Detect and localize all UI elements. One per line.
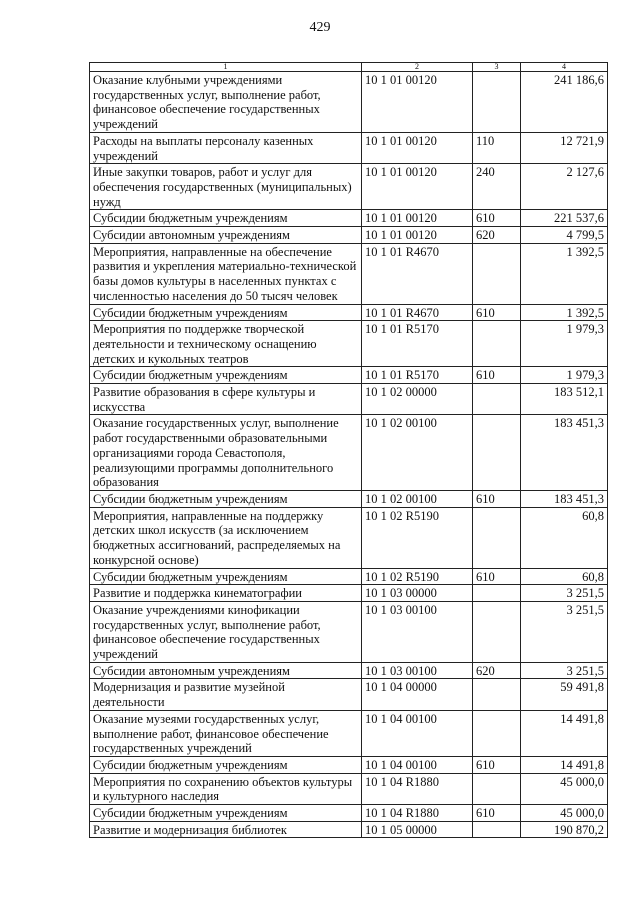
row-name: Оказание клубными учреждениями государственных услуг, выполнение работ, финансовое обеспечение государственных учреждений (90, 72, 362, 133)
page-number: 429 (309, 20, 331, 35)
row-amount: 1 392,5 (521, 243, 608, 304)
row-amount: 4 799,5 (521, 227, 608, 244)
row-amount: 45 000,0 (521, 773, 608, 804)
row-name: Субсидии бюджетным учреждениям (90, 805, 362, 822)
row-expense-type: 620 (473, 227, 521, 244)
row-expense-type (473, 507, 521, 568)
row-expense-type (473, 585, 521, 602)
row-expense-type (473, 679, 521, 710)
row-name: Субсидии бюджетным учреждениям (90, 210, 362, 227)
table-row (90, 321, 608, 367)
row-name: Развитие и поддержка кинематографии (90, 585, 362, 602)
table-row (90, 384, 608, 415)
row-name: Мероприятия по сохранению объектов культуры и культурного наследия (90, 773, 362, 804)
row-amount: 45 000,0 (521, 805, 608, 822)
table-row (90, 507, 608, 568)
row-code: 10 1 01 00120 (362, 132, 473, 163)
column-number: 4 (521, 63, 608, 72)
row-code: 10 1 01 R4670 (362, 304, 473, 321)
row-code: 10 1 03 00100 (362, 662, 473, 679)
row-expense-type: 610 (473, 367, 521, 384)
row-code: 10 1 02 R5190 (362, 507, 473, 568)
row-amount: 3 251,5 (521, 585, 608, 602)
row-code: 10 1 02 R5190 (362, 568, 473, 585)
budget-table (89, 62, 608, 838)
row-code: 10 1 04 00100 (362, 756, 473, 773)
row-expense-type: 240 (473, 164, 521, 210)
row-code: 10 1 03 00100 (362, 601, 473, 662)
table-row (90, 601, 608, 662)
table-row (90, 710, 608, 756)
row-expense-type (473, 384, 521, 415)
row-expense-type: 620 (473, 662, 521, 679)
row-expense-type: 610 (473, 490, 521, 507)
column-number: 3 (473, 63, 521, 72)
row-name: Субсидии бюджетным учреждениям (90, 756, 362, 773)
row-amount: 1 979,3 (521, 321, 608, 367)
row-expense-type: 110 (473, 132, 521, 163)
row-code: 10 1 02 00100 (362, 490, 473, 507)
row-amount: 241 186,6 (521, 72, 608, 133)
table-row (90, 243, 608, 304)
row-name: Субсидии бюджетным учреждениям (90, 367, 362, 384)
table-row (90, 72, 608, 133)
table-row (90, 662, 608, 679)
row-code: 10 1 04 00000 (362, 679, 473, 710)
row-amount: 1 979,3 (521, 367, 608, 384)
row-expense-type: 610 (473, 756, 521, 773)
table-row (90, 415, 608, 491)
row-code: 10 1 02 00000 (362, 384, 473, 415)
row-name: Развитие и модернизация библиотек (90, 821, 362, 838)
row-name: Иные закупки товаров, работ и услуг для обеспечения государственных (муниципальных) нужд (90, 164, 362, 210)
row-code: 10 1 04 00100 (362, 710, 473, 756)
row-amount: 2 127,6 (521, 164, 608, 210)
row-name: Расходы на выплаты персоналу казенных учреждений (90, 132, 362, 163)
row-expense-type (473, 773, 521, 804)
row-amount: 14 491,8 (521, 710, 608, 756)
row-expense-type (473, 72, 521, 133)
row-expense-type (473, 243, 521, 304)
row-code: 10 1 03 00000 (362, 585, 473, 602)
row-amount: 221 537,6 (521, 210, 608, 227)
row-name: Мероприятия, направленные на поддержку детских школ искусств (за исключением бюджетных ассигнований, распределяемых на конкурсной основе) (90, 507, 362, 568)
row-name: Модернизация и развитие музейной деятельности (90, 679, 362, 710)
table-row (90, 227, 608, 244)
row-code: 10 1 01 R5170 (362, 367, 473, 384)
row-name: Оказание учреждениями кинофикации государственных услуг, выполнение работ, финансовое обеспечение государственных учреждений (90, 601, 362, 662)
column-number: 1 (90, 63, 362, 72)
row-name: Мероприятия по поддержке творческой деятельности и техническому оснащению детских и кукольных театров (90, 321, 362, 367)
row-code: 10 1 04 R1880 (362, 805, 473, 822)
row-expense-type: 610 (473, 304, 521, 321)
row-code: 10 1 05 00000 (362, 821, 473, 838)
row-name: Субсидии бюджетным учреждениям (90, 568, 362, 585)
table-row (90, 568, 608, 585)
row-name: Субсидии автономным учреждениям (90, 662, 362, 679)
table-row (90, 132, 608, 163)
row-code: 10 1 04 R1880 (362, 773, 473, 804)
row-amount: 59 491,8 (521, 679, 608, 710)
row-code: 10 1 02 00100 (362, 415, 473, 491)
row-expense-type: 610 (473, 805, 521, 822)
row-name: Субсидии автономным учреждениям (90, 227, 362, 244)
row-amount: 1 392,5 (521, 304, 608, 321)
row-amount: 60,8 (521, 568, 608, 585)
row-code: 10 1 01 00120 (362, 164, 473, 210)
table-row (90, 210, 608, 227)
row-expense-type (473, 415, 521, 491)
row-amount: 183 512,1 (521, 384, 608, 415)
row-expense-type (473, 601, 521, 662)
budget-table-body (90, 63, 608, 838)
row-amount: 60,8 (521, 507, 608, 568)
row-name: Субсидии бюджетным учреждениям (90, 490, 362, 507)
row-code: 10 1 01 00120 (362, 227, 473, 244)
row-name: Мероприятия, направленные на обеспечение развития и укрепления материально-технической базы домов культуры в населенных пунктах с численностью населения до 50 тысяч человек (90, 243, 362, 304)
row-expense-type: 610 (473, 210, 521, 227)
row-amount: 190 870,2 (521, 821, 608, 838)
row-expense-type (473, 321, 521, 367)
row-expense-type (473, 710, 521, 756)
column-number-row (90, 63, 608, 72)
row-name: Развитие образования в сфере культуры и искусства (90, 384, 362, 415)
row-amount: 3 251,5 (521, 662, 608, 679)
row-amount: 183 451,3 (521, 415, 608, 491)
row-amount: 3 251,5 (521, 601, 608, 662)
table-row (90, 164, 608, 210)
table-row (90, 490, 608, 507)
column-number: 2 (362, 63, 473, 72)
row-code: 10 1 01 R5170 (362, 321, 473, 367)
table-row (90, 679, 608, 710)
table-row (90, 585, 608, 602)
row-code: 10 1 01 00120 (362, 210, 473, 227)
row-name: Субсидии бюджетным учреждениям (90, 304, 362, 321)
table-row (90, 304, 608, 321)
table-row (90, 367, 608, 384)
table-row (90, 821, 608, 838)
row-amount: 14 491,8 (521, 756, 608, 773)
row-amount: 12 721,9 (521, 132, 608, 163)
table-row (90, 805, 608, 822)
row-code: 10 1 01 00120 (362, 72, 473, 133)
table-row (90, 756, 608, 773)
row-name: Оказание музеями государственных услуг, выполнение работ, финансовое обеспечение государственных учреждений (90, 710, 362, 756)
row-code: 10 1 01 R4670 (362, 243, 473, 304)
row-amount: 183 451,3 (521, 490, 608, 507)
row-expense-type: 610 (473, 568, 521, 585)
row-expense-type (473, 821, 521, 838)
table-row (90, 773, 608, 804)
row-name: Оказание государственных услуг, выполнение работ государственными образовательными организациями города Севастополя, реализующими программы дополнительного образования (90, 415, 362, 491)
